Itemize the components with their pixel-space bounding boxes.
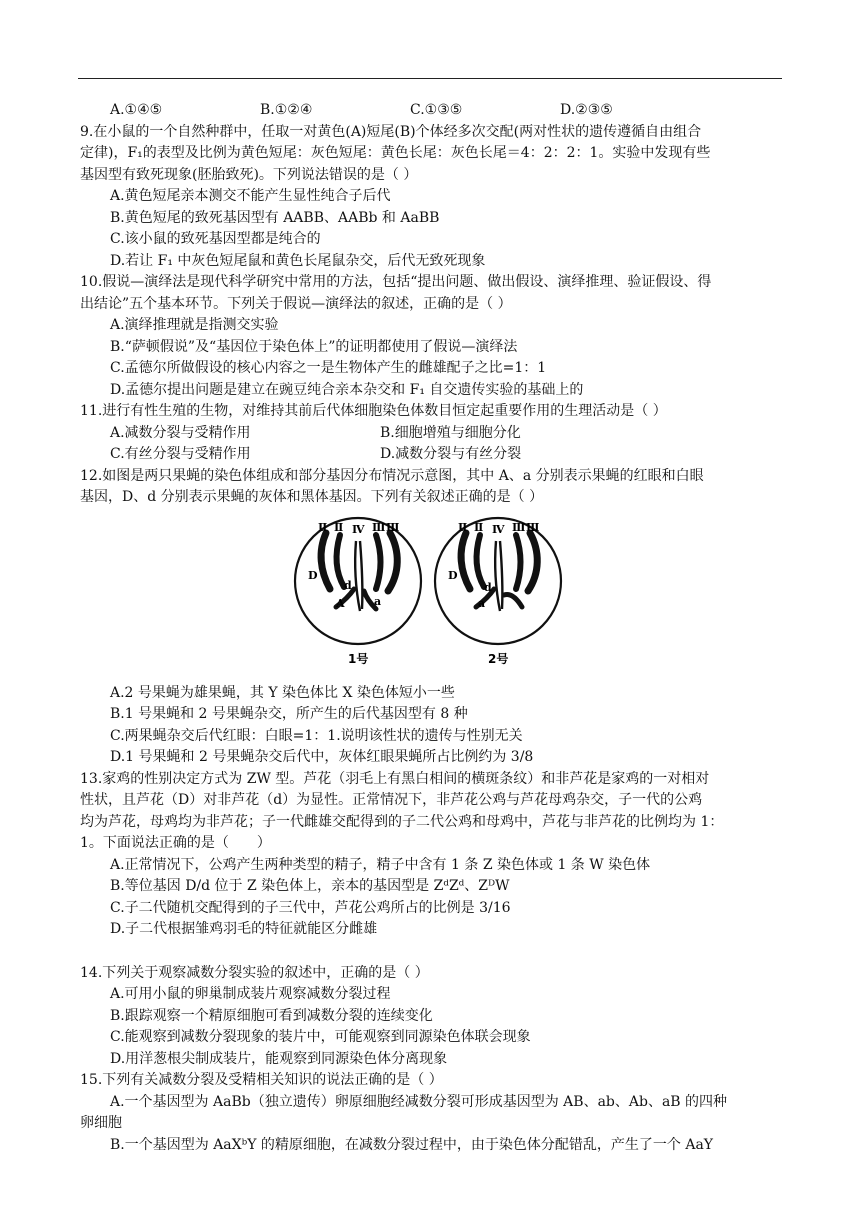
q11-option-a: A.减数分裂与受精作用 bbox=[110, 424, 251, 441]
q9-option-c: C.该小鼠的致死基因型都是纯合的 bbox=[110, 231, 321, 247]
q9-option-a: A.黄色短尾亲本测交不能产生显性纯合子后代 bbox=[110, 188, 391, 204]
fly2-chromosome-y bbox=[504, 594, 522, 607]
question-13 bbox=[80, 769, 782, 941]
q13-stem-3: 均为芦花，母鸡均为非芦花；子一代雌雄交配得到的子二代公鸡和母鸡中，芦花与非芦花的比例均为 1： bbox=[80, 813, 724, 830]
fly2-label: 2号 bbox=[488, 651, 509, 666]
q13-option-c: C.子二代随机交配得到的子三代中，芦花公鸡所占的比例是 3/16 bbox=[110, 899, 511, 916]
spacer bbox=[80, 941, 782, 963]
q15-option-a: A.一个基因型为 AaBb（独立遗传）卵原细胞经减数分裂可形成基因型为 AB、ab、Ab、aB 的四种 bbox=[110, 1093, 728, 1110]
fly1-roman-2: Ⅱ bbox=[334, 520, 344, 534]
question-10 bbox=[80, 272, 782, 401]
fly1-chromosome-iii-b bbox=[388, 533, 397, 591]
fly1-chromosome-iii-a bbox=[376, 535, 381, 589]
fly2-roman-5: Ⅲ bbox=[526, 520, 540, 534]
q9-option-b: B.黄色短尾的致死基因型有 AABB、AABb 和 AaBB bbox=[110, 209, 440, 226]
q15-option-a-cont: 卵细胞 bbox=[80, 1115, 122, 1131]
fly2-roman-3: Ⅳ bbox=[492, 522, 505, 536]
fly2-cell bbox=[435, 518, 561, 666]
q9-stem-3: 基因型有致死现象(胚胎致死)。下列说法错误的是（ ） bbox=[80, 166, 418, 183]
q10-option-b: B.“萨顿假说”及“基因位于染色体上”的证明都使用了假说—演绎法 bbox=[110, 338, 518, 355]
q11-options-row-2 bbox=[80, 444, 782, 466]
fly1-gene-d-lower: d bbox=[344, 578, 352, 592]
q14-option-d: D.用洋葱根尖制成装片，能观察到同源染色体分离现象 bbox=[110, 1050, 448, 1067]
fly1-gene-a-upper: A bbox=[336, 596, 345, 610]
fly1-roman-5: Ⅲ bbox=[386, 520, 400, 534]
q12-option-c: C.两果蝇杂交后代红眼：白眼=1：1.说明该性状的遗传与性别无关 bbox=[110, 727, 523, 744]
q15-option-b: B.一个基因型为 AaXᵇY 的精原细胞，在减数分裂过程中，由于染色体分配错乱，产生了一个 AaY bbox=[110, 1136, 714, 1153]
question-15 bbox=[80, 1070, 782, 1156]
q9-stem-1: 9.在小鼠的一个自然种群中，任取一对黄色(A)短尾(B)个体经多次交配(两对性状的遗传遵循自由组合 bbox=[80, 123, 702, 140]
fly1-cell bbox=[295, 518, 421, 666]
q14-stem: 14.下列关于观察减数分裂实验的叙述中，正确的是（ ） bbox=[80, 964, 429, 981]
header-rule bbox=[78, 78, 782, 79]
q14-option-c: C.能观察到减数分裂现象的装片中，可能观察到同源染色体联会现象 bbox=[110, 1029, 531, 1045]
q11-option-b: B.细胞增殖与细胞分化 bbox=[380, 424, 521, 441]
fly1-gene-a-lower: a bbox=[374, 594, 382, 608]
fly2-chromosome-ii-b bbox=[477, 535, 484, 587]
fly1-roman-3: Ⅳ bbox=[352, 522, 365, 536]
q11-stem: 11.进行有性生殖的生物，对维持其前后代体细胞染色体数目恒定起重要作用的生理活动是（ ） bbox=[80, 403, 667, 419]
q13-stem-4: 1。下面说法正确的是（ ） bbox=[80, 835, 271, 851]
question-12 bbox=[80, 466, 782, 769]
q13-stem-1: 13.家鸡的性别决定方式为 ZW 型。芦花（羽毛上有黑白相间的横斑条纹）和非芦花是家鸡的一对相对 bbox=[80, 770, 710, 787]
q12-option-d: D.1 号果蝇和 2 号果蝇杂交后代中，灰体红眼果蝇所占比例约为 3/8 bbox=[110, 749, 534, 765]
q14-option-b: B.跟踪观察一个精原细胞可看到减数分裂的连续变化 bbox=[110, 1007, 433, 1024]
fly2-roman-2: Ⅱ bbox=[474, 520, 484, 534]
q11-option-d: D.减数分裂与有丝分裂 bbox=[380, 446, 522, 462]
question-9 bbox=[80, 122, 782, 273]
q13-option-d: D.子二代根据雏鸡羽毛的特征就能区分雌雄 bbox=[110, 921, 378, 937]
q14-option-a: A.可用小鼠的卵巢制成装片观察减数分裂过程 bbox=[110, 986, 391, 1002]
fly2-chromosome-iii-b bbox=[528, 533, 537, 591]
fly1-chromosome-iv-b bbox=[360, 541, 362, 609]
q13-stem-2: 性状，且芦花（D）对非芦花（d）为显性。正常情况下，非芦花公鸡与芦花母鸡杂交，子一代的公鸡 bbox=[80, 792, 703, 808]
q11-option-c: C.有丝分裂与受精作用 bbox=[110, 446, 251, 462]
q13-option-b: B.等位基因 D/d 位于 Z 染色体上，亲本的基因型是 ZᵈZᵈ、ZᴰW bbox=[110, 878, 510, 894]
fly2-chromosome-iv-a bbox=[495, 541, 500, 611]
fly1-chromosome-ii-a bbox=[321, 533, 330, 589]
question-14 bbox=[80, 963, 782, 1071]
q8-option-b: B.①②④ bbox=[260, 102, 313, 118]
fly1-label: 1号 bbox=[348, 651, 369, 666]
fly2-gene-a: a bbox=[478, 596, 486, 610]
fly2-chromosome-iv-b bbox=[500, 541, 502, 609]
exam-page bbox=[80, 100, 782, 1156]
fly2-roman-1: Ⅱ bbox=[458, 520, 468, 534]
question-11 bbox=[80, 401, 782, 466]
q10-stem-2: 出结论”五个基本环节。下列关于假说—演绎法的叙述，正确的是（ ） bbox=[80, 295, 512, 312]
fly1-chromosome-iv-a bbox=[355, 541, 360, 611]
fly1-chromosome-ii-b bbox=[337, 535, 344, 587]
fly2-gene-d-lower: d bbox=[484, 580, 492, 594]
fly2-gene-d-upper: D bbox=[448, 568, 458, 582]
fly2-chromosome-ii-a bbox=[461, 533, 470, 589]
q8-option-a: A.①④⑤ bbox=[110, 102, 163, 118]
q10-option-d: D.孟德尔提出问题是建立在豌豆纯合亲本杂交和 F₁ 自交遗传实验的基础上的 bbox=[110, 381, 584, 398]
q15-stem: 15.下列有关减数分裂及受精相关知识的说法正确的是（ ） bbox=[80, 1072, 443, 1088]
fly1-roman-4: Ⅲ bbox=[372, 520, 386, 534]
fly1-gene-d-upper: D bbox=[308, 568, 318, 582]
q10-option-a: A.演绎推理就是指测交实验 bbox=[110, 317, 279, 333]
q8-option-c: C.①③⑤ bbox=[410, 102, 463, 118]
fly2-roman-4: Ⅲ bbox=[512, 520, 526, 534]
chromosome-diagram bbox=[290, 511, 580, 679]
fly1-roman-1: Ⅱ bbox=[318, 520, 328, 534]
q11-options-row-1 bbox=[80, 423, 782, 445]
q13-option-a: A.正常情况下，公鸡产生两种类型的精子，精子中含有 1 条 Z 染色体或 1 条 W 染色体 bbox=[110, 856, 651, 873]
q10-stem-1: 10.假说—演绎法是现代科学研究中常用的方法，包括“提出问题、做出假设、演绎推理、验证假设、得 bbox=[80, 274, 712, 290]
q12-stem-1: 12.如图是两只果蝇的染色体组成和部分基因分布情况示意图，其中 A、a 分别表示果蝇的红眼和白眼 bbox=[80, 467, 704, 484]
q12-stem-2: 基因，D、d 分别表示果蝇的灰体和黑体基因。下列有关叙述正确的是（ ） bbox=[80, 489, 544, 505]
q8-option-d: D.②③⑤ bbox=[560, 102, 613, 118]
fly2-chromosome-iii-a bbox=[516, 535, 521, 589]
fruitfly-chromosome-figure bbox=[80, 511, 782, 679]
q9-stem-2: 定律)，F₁的表型及比例为黄色短尾：灰色短尾：黄色长尾：灰色长尾＝4：2：2：1。实验中发现有些 bbox=[80, 145, 711, 161]
q12-option-b: B.1 号果蝇和 2 号果蝇杂交，所产生的后代基因型有 8 种 bbox=[110, 706, 468, 722]
q8-options bbox=[80, 100, 782, 122]
q9-option-d: D.若让 F₁ 中灰色短尾鼠和黄色长尾鼠杂交，后代无致死现象 bbox=[110, 252, 486, 269]
q10-option-c: C.孟德尔所做假设的核心内容之一是生物体产生的雌雄配子之比=1：1 bbox=[110, 360, 547, 376]
q12-option-a: A.2 号果蝇为雄果蝇，其 Y 染色体比 X 染色体短小一些 bbox=[110, 684, 455, 701]
